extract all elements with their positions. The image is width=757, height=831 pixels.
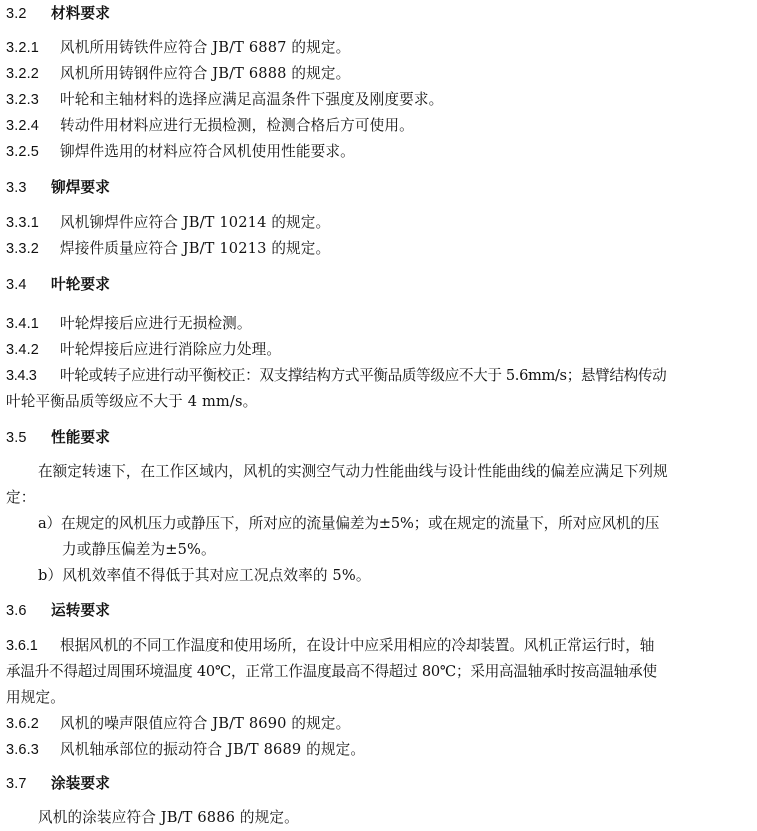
section-number: 3.2 bbox=[6, 6, 27, 22]
clause-text: 叶轮和主轴材料的选择应满足高温条件下强度及刚度要求。 bbox=[60, 91, 444, 108]
clause-number: 3.3.1 bbox=[6, 215, 39, 231]
section-heading-3-2 bbox=[6, 4, 110, 24]
section-title: 性能要求 bbox=[51, 429, 110, 446]
section-heading-3-7 bbox=[6, 774, 110, 794]
clause-3-6-3 bbox=[6, 740, 365, 760]
clause-text: 叶轮焊接后应进行无损检测。 bbox=[60, 315, 252, 332]
clause-number: 3.2.2 bbox=[6, 66, 39, 82]
list-item-b bbox=[38, 566, 371, 586]
section-title: 材料要求 bbox=[51, 5, 110, 22]
clause-3-6-1-continuation bbox=[6, 662, 657, 682]
clause-3-4-1 bbox=[6, 314, 252, 334]
section-title: 涂装要求 bbox=[51, 775, 110, 792]
section-title: 运转要求 bbox=[51, 602, 110, 619]
section-number: 3.3 bbox=[6, 180, 27, 196]
clause-text: 铆焊件选用的材料应符合风机使用性能要求。 bbox=[60, 143, 355, 160]
clause-3-2-5 bbox=[6, 142, 355, 162]
clause-text: 承温升不得超过周围环境温度 40℃，正常工作温度最高不得超过 80℃；采用高温轴承时按高温轴承使 bbox=[6, 663, 657, 680]
section-title: 叶轮要求 bbox=[51, 276, 110, 293]
paragraph-text: 在额定转速下，在工作区域内，风机的实测空气动力性能曲线与设计性能曲线的偏差应满足下列规 bbox=[38, 463, 668, 480]
paragraph-line bbox=[38, 462, 668, 482]
paragraph-text: 定： bbox=[6, 489, 36, 506]
list-item-text: a）在规定的风机压力或静压下，所对应的流量偏差为±5%；或在规定的流量下，所对应风机的压 bbox=[38, 515, 660, 532]
clause-number: 3.4.1 bbox=[6, 316, 39, 332]
clause-text: 焊接件质量应符合 JB/T 10213 的规定。 bbox=[60, 240, 331, 257]
list-item-text: b）风机效率值不得低于其对应工况点效率的 5%。 bbox=[38, 567, 371, 584]
paragraph-line bbox=[38, 808, 299, 828]
clause-number: 3.6.3 bbox=[6, 742, 39, 758]
clause-number: 3.2.3 bbox=[6, 92, 39, 108]
clause-3-2-4 bbox=[6, 116, 414, 136]
clause-text: 风机的噪声限值应符合 JB/T 8690 的规定。 bbox=[60, 715, 351, 732]
clause-3-6-1 bbox=[6, 636, 654, 656]
list-item-text: 力或静压偏差为±5%。 bbox=[62, 541, 216, 558]
clause-3-3-2 bbox=[6, 239, 330, 259]
paragraph-line bbox=[6, 488, 36, 508]
list-item-a-continuation bbox=[62, 540, 216, 560]
clause-text: 风机所用铸钢件应符合 JB/T 6888 的规定。 bbox=[60, 65, 351, 82]
clause-text: 叶轮或转子应进行动平衡校正：双支撑结构方式平衡品质等级应不大于 5.6mm/s；悬臂结构传动 bbox=[60, 367, 667, 384]
clause-3-4-3 bbox=[6, 366, 666, 386]
section-number: 3.5 bbox=[6, 430, 27, 446]
clause-text: 风机铆焊件应符合 JB/T 10214 的规定。 bbox=[60, 214, 331, 231]
clause-number: 3.2.1 bbox=[6, 40, 39, 56]
clause-text: 叶轮焊接后应进行消除应力处理。 bbox=[60, 341, 282, 358]
clause-text: 风机所用铸铁件应符合 JB/T 6887 的规定。 bbox=[60, 39, 351, 56]
clause-number: 3.4.2 bbox=[6, 342, 39, 358]
section-heading-3-4 bbox=[6, 275, 110, 295]
clause-3-2-3 bbox=[6, 90, 443, 110]
clause-3-4-3-continuation bbox=[6, 392, 257, 412]
clause-3-2-2 bbox=[6, 64, 350, 84]
clause-number: 3.2.5 bbox=[6, 144, 39, 160]
clause-number: 3.4.3 bbox=[6, 368, 37, 384]
clause-3-2-1 bbox=[6, 38, 350, 58]
clause-text: 用规定。 bbox=[6, 689, 65, 706]
clause-number: 3.3.2 bbox=[6, 241, 39, 257]
paragraph-text: 风机的涂装应符合 JB/T 6886 的规定。 bbox=[38, 809, 299, 826]
section-title: 铆焊要求 bbox=[51, 179, 110, 196]
section-number: 3.7 bbox=[6, 776, 27, 792]
clause-3-6-1-continuation bbox=[6, 688, 65, 708]
clause-text: 叶轮平衡品质等级应不大于 4 mm/s。 bbox=[6, 393, 258, 410]
clause-text: 风机轴承部位的振动符合 JB/T 8689 的规定。 bbox=[60, 741, 366, 758]
clause-text: 根据风机的不同工作温度和使用场所，在设计中应采用相应的冷却装置。风机正常运行时，轴 bbox=[60, 637, 655, 654]
clause-3-6-2 bbox=[6, 714, 350, 734]
section-heading-3-6 bbox=[6, 601, 110, 621]
clause-number: 3.6.2 bbox=[6, 716, 39, 732]
clause-text: 转动件用材料应进行无损检测，检测合格后方可使用。 bbox=[60, 117, 414, 134]
section-heading-3-5 bbox=[6, 428, 110, 448]
clause-number: 3.6.1 bbox=[6, 638, 38, 654]
clause-3-4-2 bbox=[6, 340, 281, 360]
section-heading-3-3 bbox=[6, 178, 110, 198]
clause-3-3-1 bbox=[6, 213, 330, 233]
clause-number: 3.2.4 bbox=[6, 118, 39, 134]
section-number: 3.6 bbox=[6, 603, 27, 619]
list-item-a bbox=[38, 514, 659, 534]
section-number: 3.4 bbox=[6, 277, 27, 293]
